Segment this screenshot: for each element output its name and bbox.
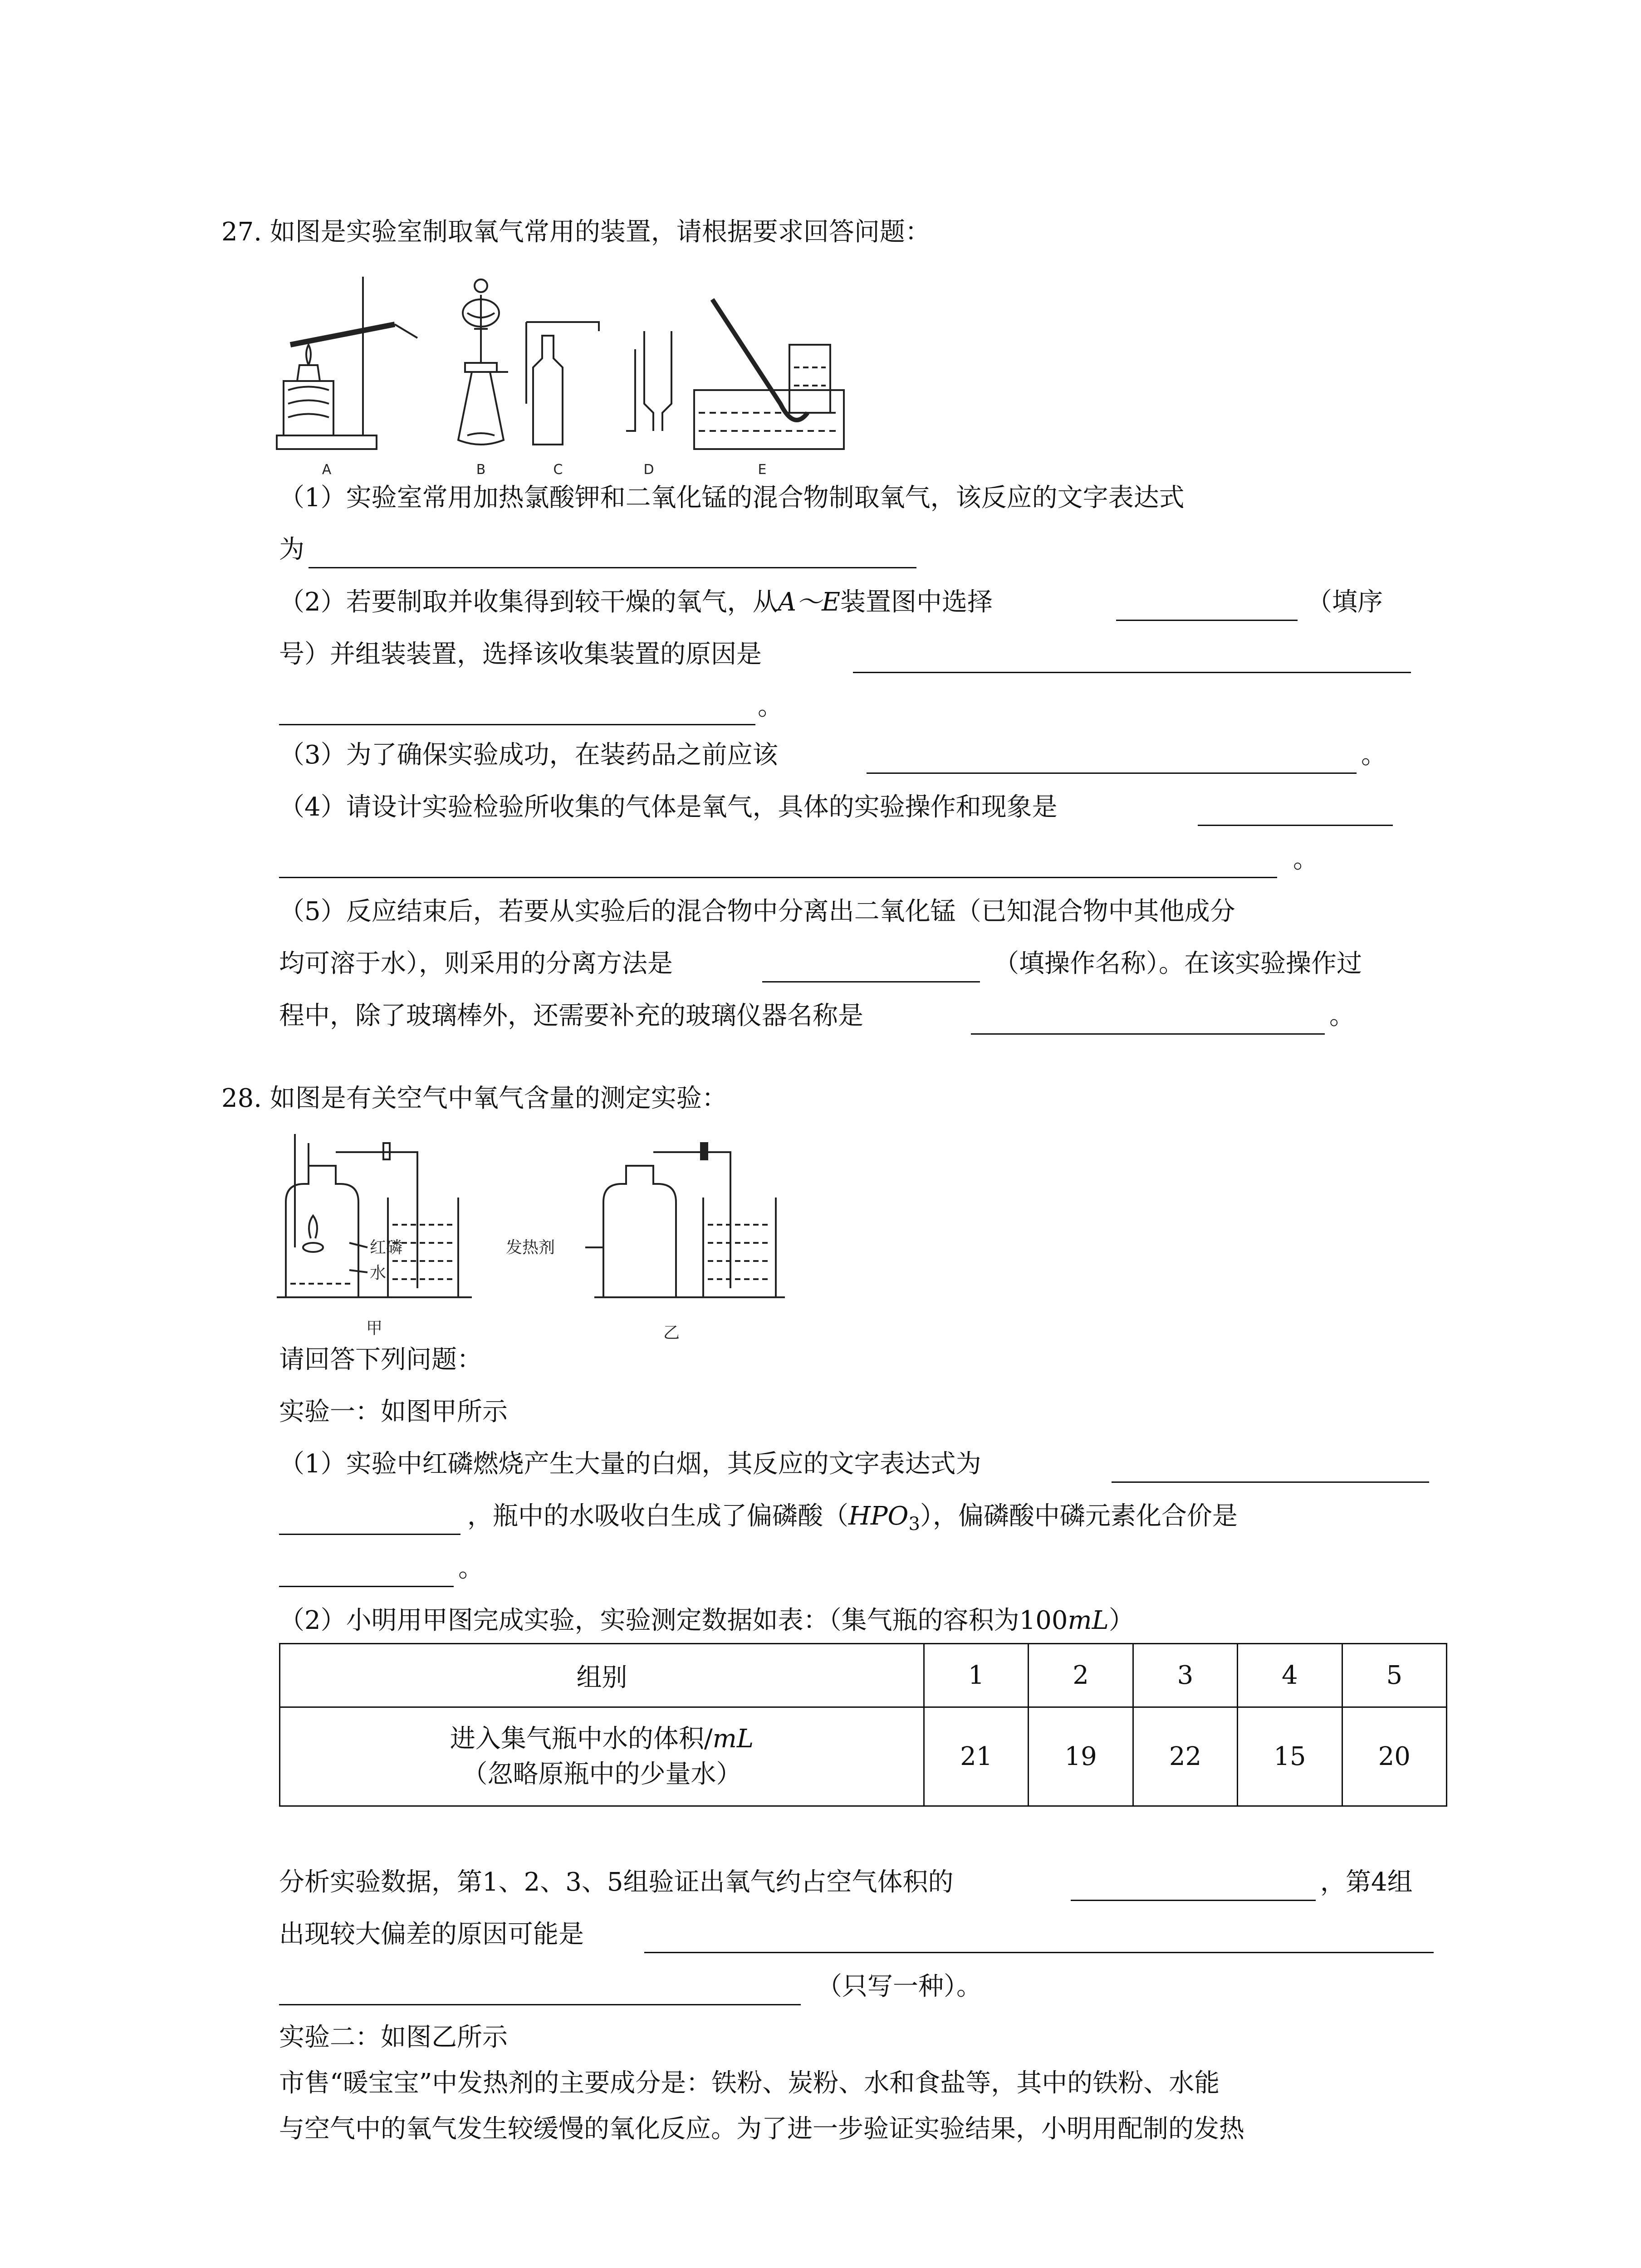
- table-group-4: 4: [1238, 1644, 1342, 1707]
- q27-part2-choice-blank[interactable]: [1116, 620, 1298, 621]
- q27-part5-line2-tail: （填操作名称）。在该实验操作过: [994, 949, 1362, 978]
- q28-experiment2-heading: 实验二：如图乙所示: [279, 2023, 508, 2052]
- q28-analysis-reason-blank-2[interactable]: [279, 2004, 801, 2005]
- q27-part5-instrument-blank[interactable]: [971, 1033, 1325, 1035]
- q28-data-table: [279, 1643, 1447, 1807]
- q27-apparatus-figure: [272, 268, 871, 485]
- q27-part5-line1: （5）反应结束后，若要从实验后的混合物中分离出二氧化锰（已知混合物中其他成分: [279, 897, 1235, 926]
- q27-part3-period: 。: [1361, 740, 1386, 770]
- fig-label-a: A: [322, 462, 332, 478]
- q27-part2-line2: 号）并组装装置，选择该收集装置的原因是: [279, 640, 762, 669]
- table-col-header: 组别: [280, 1644, 924, 1707]
- fig-label-d: D: [643, 462, 654, 478]
- table-group-3: 3: [1133, 1644, 1237, 1707]
- q27-part2-fill-note: （填序: [1307, 587, 1383, 617]
- q27-part1-answer-blank[interactable]: [309, 567, 916, 568]
- q28-part1-line2: [467, 1498, 1238, 1542]
- q28-part2-unit: mL: [1068, 1606, 1109, 1635]
- q27-part4-answer-blank-1[interactable]: [1198, 825, 1393, 826]
- table-group-1: 1: [924, 1644, 1029, 1707]
- table-group-5: 5: [1342, 1644, 1446, 1707]
- fig-yi-heater-label: 发热剂: [506, 1238, 555, 1257]
- table-value-1: 21: [924, 1707, 1029, 1806]
- q27-part1-line1: （1）实验室常用加热氯酸钾和二氧化锰的混合物制取氧气，该反应的文字表达式: [279, 483, 1185, 513]
- fig-yi-caption: 乙: [663, 1324, 680, 1342]
- table-row-label: [280, 1707, 924, 1806]
- q27-part3-answer-blank[interactable]: [867, 772, 1357, 774]
- fig-jia-caption: 甲: [366, 1319, 383, 1338]
- q28-part2-text: （2）小明用甲图完成实验，实验测定数据如表：（集气瓶的容积为100: [279, 1606, 1068, 1635]
- q27-part2-text-b: 装置图中选择: [840, 587, 993, 617]
- q27-part3: （3）为了确保实验成功，在装药品之前应该: [279, 740, 778, 770]
- q27-part1-line2: 为: [279, 535, 304, 564]
- q28-experiment2-para-line2: 与空气中的氧气发生较缓慢的氧化反应。为了进一步验证实验结果，小明用配制的发热: [279, 2114, 1244, 2144]
- table-row-label-text: 进入集气瓶中水的体积/: [450, 1724, 713, 1754]
- fig-jia-water-label: 水: [370, 1264, 387, 1282]
- q28-analysis-reason-blank-1[interactable]: [644, 1952, 1434, 1953]
- table-row: [280, 1644, 1447, 1707]
- q27-part5-method-blank[interactable]: [762, 981, 980, 982]
- table-row-label-note: （忽略原瓶中的少量水）: [462, 1759, 742, 1789]
- q28-part1-valence-blank[interactable]: [279, 1586, 454, 1587]
- q27-part4: （4）请设计实验检验所收集的气体是氧气，具体的实验操作和现象是: [279, 792, 1058, 822]
- fig-label-c: C: [553, 462, 563, 478]
- q28-part2-end: ）: [1108, 1606, 1134, 1635]
- q28-analysis-line1-tail: ，第4组: [1320, 1867, 1413, 1897]
- q28-part1-period: 。: [458, 1554, 484, 1583]
- q27-part2-period: 。: [758, 692, 783, 721]
- q27-part5-period: 。: [1329, 1001, 1355, 1031]
- q28-title: 28. 如图是有关空气中氧气含量的测定实验：: [221, 1084, 727, 1113]
- q28-part1-text: ，瓶中的水吸收白生成了偏磷酸（: [467, 1501, 848, 1531]
- table-value-3: 22: [1133, 1707, 1237, 1806]
- q27-part2-reason-blank-2[interactable]: [279, 724, 755, 725]
- table-value-5: 20: [1342, 1707, 1446, 1806]
- table-value-2: 19: [1029, 1707, 1133, 1806]
- fig-label-e: E: [758, 462, 767, 478]
- q28-analysis-fraction-blank[interactable]: [1071, 1900, 1316, 1901]
- fig-label-b: B: [476, 462, 486, 478]
- q28-formula-subscript: 3: [908, 1514, 920, 1535]
- q28-analysis-note: （只写一种）。: [817, 1972, 982, 2001]
- table-value-4: 15: [1238, 1707, 1342, 1806]
- q28-part1-line1: （1）实验中红磷燃烧产生大量的白烟，其反应的文字表达式为: [279, 1449, 981, 1479]
- q27-part2-text-a: （2）若要制取并收集得到较干燥的氧气，从: [279, 587, 778, 617]
- q28-part2: [279, 1603, 1134, 1639]
- q28-part1-text-tail: ），偏磷酸中磷元素化合价是: [920, 1501, 1238, 1531]
- q27-part5-line2: 均可溶于水），则采用的分离方法是: [279, 949, 673, 978]
- q27-part2-reason-blank-1[interactable]: [853, 672, 1411, 673]
- q28-experiment1-heading: 实验一：如图甲所示: [279, 1397, 508, 1427]
- q27-part2-line1: [279, 584, 993, 621]
- table-row-label-unit: mL: [712, 1724, 754, 1754]
- q28-analysis-line2: 出现较大偏差的原因可能是: [279, 1920, 584, 1949]
- q28-formula: HPO: [848, 1501, 909, 1531]
- table-group-2: 2: [1029, 1644, 1133, 1707]
- q27-title: 27. 如图是实验室制取氧气常用的装置，请根据要求回答问题：: [221, 217, 931, 247]
- q28-prompt: 请回答下列问题：: [279, 1345, 482, 1374]
- q28-part1-equation-blank-2[interactable]: [279, 1534, 460, 1535]
- fig-jia-red-phosphorus-label: 红磷: [370, 1238, 403, 1257]
- q27-part2-range: A～E: [778, 587, 840, 617]
- q27-part5-line3: 程中，除了玻璃棒外，还需要补充的玻璃仪器名称是: [279, 1001, 863, 1031]
- q28-analysis-line1: 分析实验数据，第1、2、3、5组验证出氧气约占空气体积的: [279, 1867, 954, 1897]
- table-row: [280, 1707, 1447, 1806]
- q28-experiment2-para-line1: 市售“暖宝宝”中发热剂的主要成分是：铁粉、炭粉、水和食盐等，其中的铁粉、水能: [279, 2068, 1220, 2098]
- q28-apparatus-figure: [277, 1134, 876, 1352]
- q27-part4-period: 。: [1293, 845, 1318, 874]
- q27-part4-answer-blank-2[interactable]: [279, 877, 1277, 878]
- q28-part1-equation-blank-1[interactable]: [1112, 1481, 1429, 1483]
